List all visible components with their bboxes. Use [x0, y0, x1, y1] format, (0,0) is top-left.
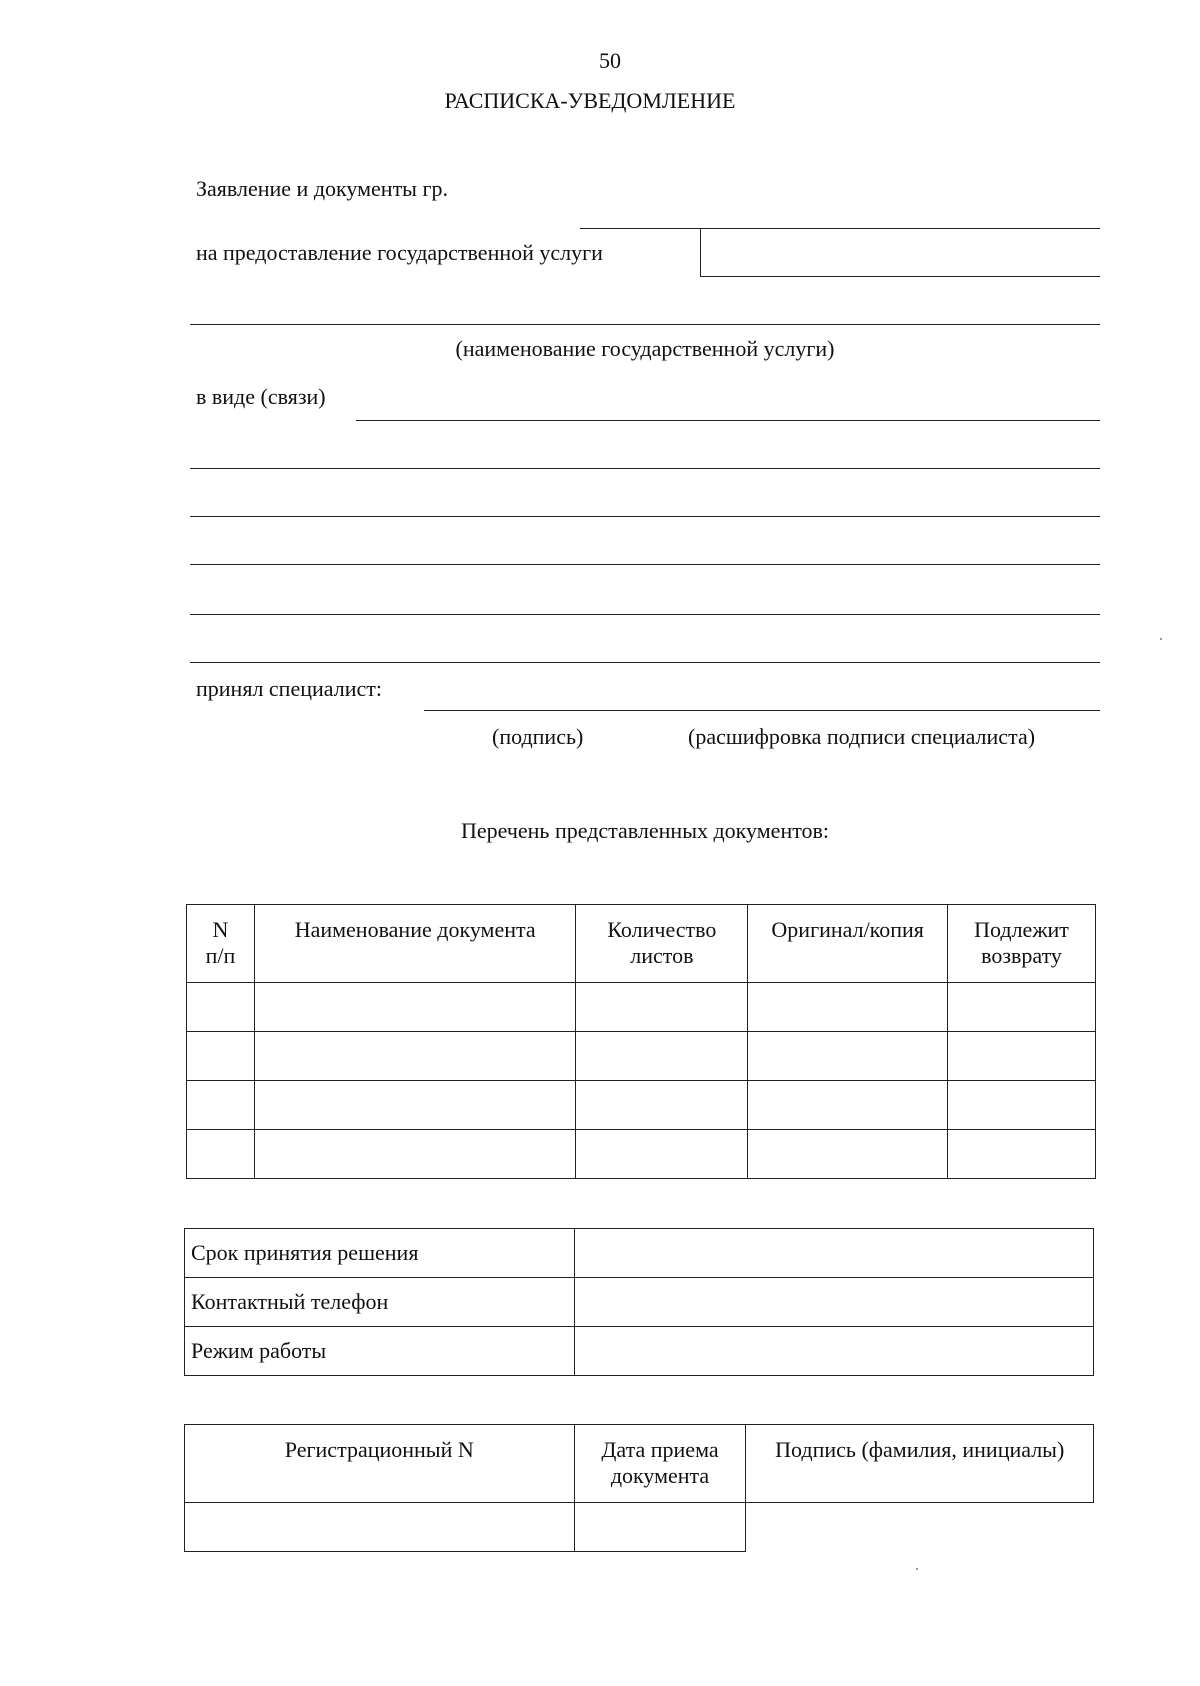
receipt-date-cell[interactable] [574, 1503, 746, 1552]
table-cell[interactable] [576, 1081, 748, 1130]
form-line-6[interactable] [190, 662, 1100, 663]
service-box-left [700, 228, 701, 276]
service-label: на предоставление государственной услуги [196, 240, 603, 265]
page-title: РАСПИСКА-УВЕДОМЛЕНИЕ [444, 88, 736, 113]
table-cell[interactable] [254, 1032, 575, 1081]
scan-speck [916, 1568, 918, 1570]
info-table [184, 1228, 1094, 1376]
decision-term-label: Срок принятия решения [185, 1229, 575, 1278]
service-name-line[interactable] [190, 324, 1100, 325]
service-caption: (наименование государственной услуги) [455, 336, 835, 361]
info-row-decision-term [185, 1229, 1094, 1278]
table-row [187, 1130, 1096, 1179]
specialist-line[interactable] [424, 710, 1100, 711]
table-cell[interactable] [254, 1130, 575, 1179]
documents-header-row [187, 905, 1096, 983]
registration-number-cell[interactable] [185, 1503, 575, 1552]
signature-decoding-caption: (расшифровка подписи специалиста) [688, 724, 1036, 749]
signature-header: Подпись (фамилия, инициалы) [746, 1425, 1094, 1503]
registration-header-row [185, 1425, 1094, 1503]
col-number: N п/п [187, 905, 255, 983]
accepted-label: принял специалист: [196, 676, 382, 701]
table-cell[interactable] [576, 1032, 748, 1081]
table-cell[interactable] [187, 1032, 255, 1081]
form-line-5[interactable] [190, 614, 1100, 615]
table-cell[interactable] [948, 1032, 1096, 1081]
table-cell[interactable] [748, 983, 948, 1032]
col-document-name: Наименование документа [254, 905, 575, 983]
registration-number-header: Регистрационный N [185, 1425, 575, 1503]
form-label: в виде (связи) [196, 384, 326, 409]
table-cell[interactable] [748, 1081, 948, 1130]
table-row [185, 1503, 1094, 1552]
work-hours-value[interactable] [574, 1327, 1093, 1376]
table-cell[interactable] [748, 1130, 948, 1179]
table-cell[interactable] [187, 1130, 255, 1179]
signature-caption: (подпись) [492, 724, 584, 749]
form-line-1[interactable] [356, 420, 1100, 421]
table-row [187, 1032, 1096, 1081]
form-line-4[interactable] [190, 564, 1100, 565]
table-cell[interactable] [576, 983, 748, 1032]
info-row-work-hours [185, 1327, 1094, 1376]
col-original-copy: Оригинал/копия [748, 905, 948, 983]
table-cell[interactable] [576, 1130, 748, 1179]
form-line-2[interactable] [190, 468, 1100, 469]
form-line-3[interactable] [190, 516, 1100, 517]
page-number: 50 [599, 48, 621, 73]
info-row-contact-phone [185, 1278, 1094, 1327]
table-cell[interactable] [948, 1130, 1096, 1179]
table-cell[interactable] [748, 1032, 948, 1081]
registration-table [184, 1424, 1094, 1552]
table-cell[interactable] [187, 1081, 255, 1130]
col-return: Подлежит возврату [948, 905, 1096, 983]
table-cell[interactable] [948, 1081, 1096, 1130]
work-hours-label: Режим работы [185, 1327, 575, 1376]
table-cell[interactable] [254, 983, 575, 1032]
signature-cell [746, 1503, 1094, 1552]
col-sheet-count: Количество листов [576, 905, 748, 983]
documents-heading: Перечень представленных документов: [460, 818, 830, 843]
statement-label: Заявление и документы гр. [196, 176, 448, 201]
table-cell[interactable] [187, 983, 255, 1032]
statement-name-line[interactable] [580, 228, 1100, 229]
contact-phone-label: Контактный телефон [185, 1278, 575, 1327]
table-row [187, 983, 1096, 1032]
scan-speck [1160, 638, 1162, 640]
receipt-date-header: Дата приема документа [574, 1425, 746, 1503]
service-box-bottom[interactable] [700, 276, 1100, 277]
contact-phone-value[interactable] [574, 1278, 1093, 1327]
decision-term-value[interactable] [574, 1229, 1093, 1278]
table-cell[interactable] [254, 1081, 575, 1130]
table-cell[interactable] [948, 983, 1096, 1032]
documents-table [186, 904, 1096, 1179]
table-row [187, 1081, 1096, 1130]
